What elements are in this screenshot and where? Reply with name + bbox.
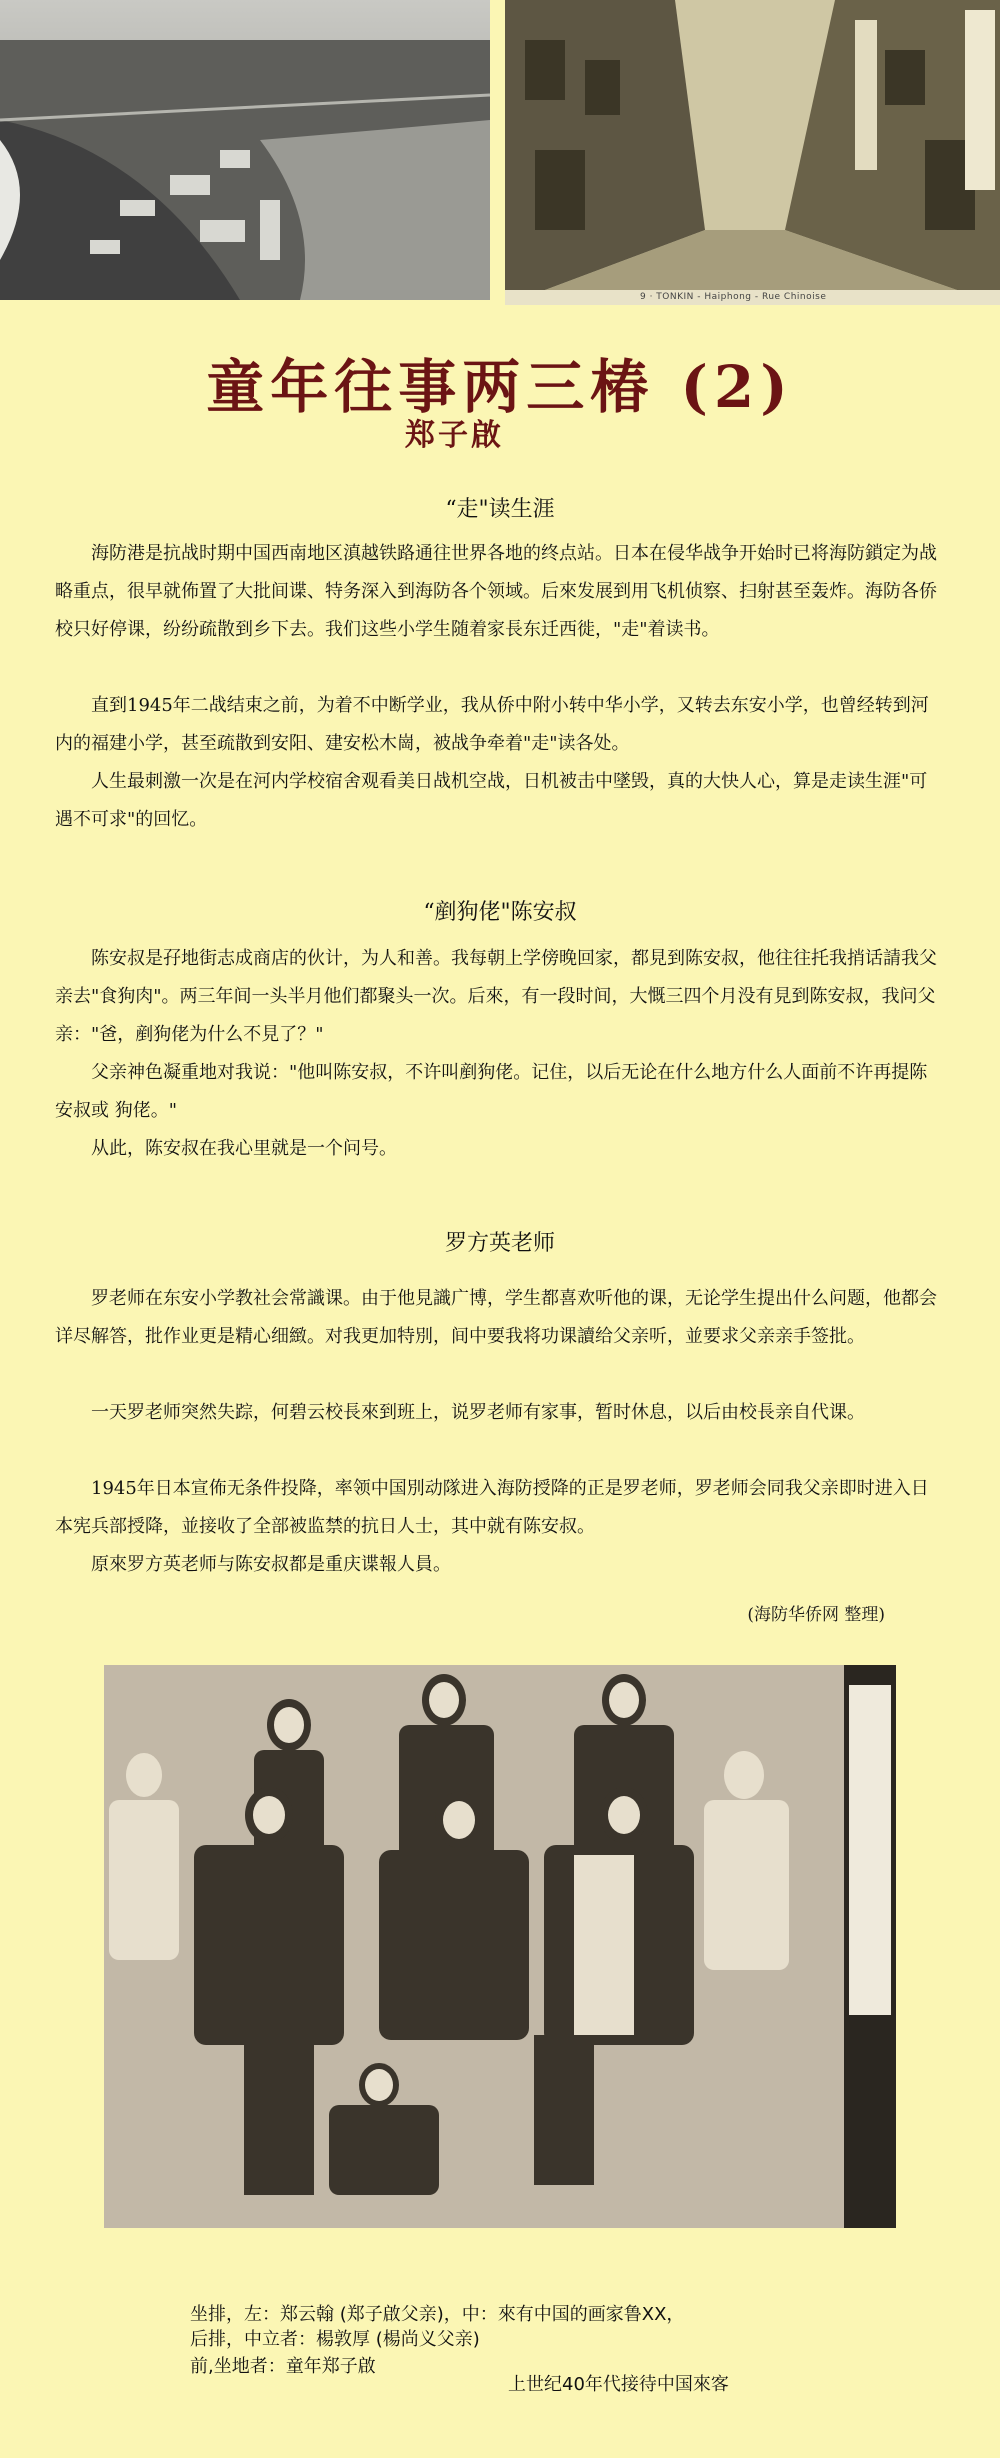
section-1-paragraph: 海防港是抗战时期中国西南地区滇越铁路通往世界各地的终点站。日本在侵华战争开始时已将海防鎖定为战略重点，很早就佈置了大批间谍、特务深入到海防各个领域。后來发展到用飞机侦察、扫射甚至轰炸。海防各侨校只好停课，纷纷疏散到乡下去。我们这些小学生随着家長东迁西徙，"走"着读书。: [55, 543, 937, 640]
photo-caption-right: 上世纪40年代接待中国來客: [508, 2374, 729, 2395]
author-name: 郑子啟: [405, 418, 504, 453]
photo-caption-line-1: 坐排，左：郑云翰 (郑子啟父亲)，中：來有中国的画家鲁XX，: [190, 2304, 685, 2325]
section-3-title: 罗方英老师: [444, 1231, 555, 1256]
section-3-paragraph: 1945年日本宣佈无条件投降，率领中国別动隊进入海防授降的正是罗老师，罗老师会同我父亲即时进入日本宪兵部授降，並接收了全部被监禁的抗日人士，其中就有陈安叔。: [55, 1478, 929, 1537]
section-1-paragraph: 人生最刺激一次是在河内学校宿舍观看美日战机空战，日机被击中墜毁，真的大快人心，算是走读生涯"可遇不可求"的回忆。: [55, 771, 928, 830]
group-portrait-photo: [104, 1665, 896, 2228]
section-2-paragraph: 陈安叔是孖地街志成商店的伙计，为人和善。我每朝上学傍晚回家，都見到陈安叔，他往往托我捎话請我父亲去"食狗肉"。两三年间一头半月他们都聚头一次。后來，有一段时间，大慨三四个月没有見到陈安叔，我问父亲："爸，剷狗佬为什么不見了？": [55, 948, 937, 1045]
section-3-paragraph: 一天罗老师突然失踪，何碧云校長來到班上，说罗老师有家事，暂时休息，以后由校長亲自代课。: [91, 1402, 865, 1423]
street-photo-caption: 9 · TONKIN - Haiphong - Rue Chinoise: [640, 292, 827, 302]
photo-caption-line-2: 后排，中立者：楊敦厚 (楊尚义父亲): [190, 2329, 480, 2350]
section-1-title: “走"读生涯: [445, 497, 555, 522]
source-note: (海防华侨网 整理): [747, 1605, 885, 1625]
section-3-paragraph: 罗老师在东安小学教社会常識课。由于他見識广博，学生都喜欢听他的课，无论学生提出什么问题，他都会详尽解答，批作业更是精心细緻。对我更加特別，间中要我将功课讀给父亲听，並要求父亲亲手签批。: [55, 1288, 937, 1347]
photo-caption-line-3: 前,坐地者：童年郑子啟: [190, 2356, 376, 2377]
page-title: 童年往事两三椿 (2): [206, 353, 794, 421]
section-2-paragraph: 父亲神色凝重地对我说："他叫陈安叔，不许叫剷狗佬。记住，以后无论在什么地方什么人面前不许再提陈安叔或 狗佬。": [55, 1062, 928, 1121]
section-2-title: “剷狗佬"陈安叔: [423, 900, 577, 925]
harbor-aerial-photo: [0, 0, 490, 300]
section-1-paragraph: 直到1945年二战结束之前，为着不中断学业，我从侨中附小转中华小学，又转去东安小学，也曾经转到河内的福建小学，甚至疏散到安阳、建安松木崗，被战争牵着"走"读各处。: [55, 695, 929, 754]
section-2-paragraph: 从此，陈安叔在我心里就是一个问号。: [91, 1138, 397, 1159]
street-scene-photo: [505, 0, 1000, 305]
section-3-paragraph: 原來罗方英老师与陈安叔都是重庆谍報人員。: [91, 1554, 451, 1575]
